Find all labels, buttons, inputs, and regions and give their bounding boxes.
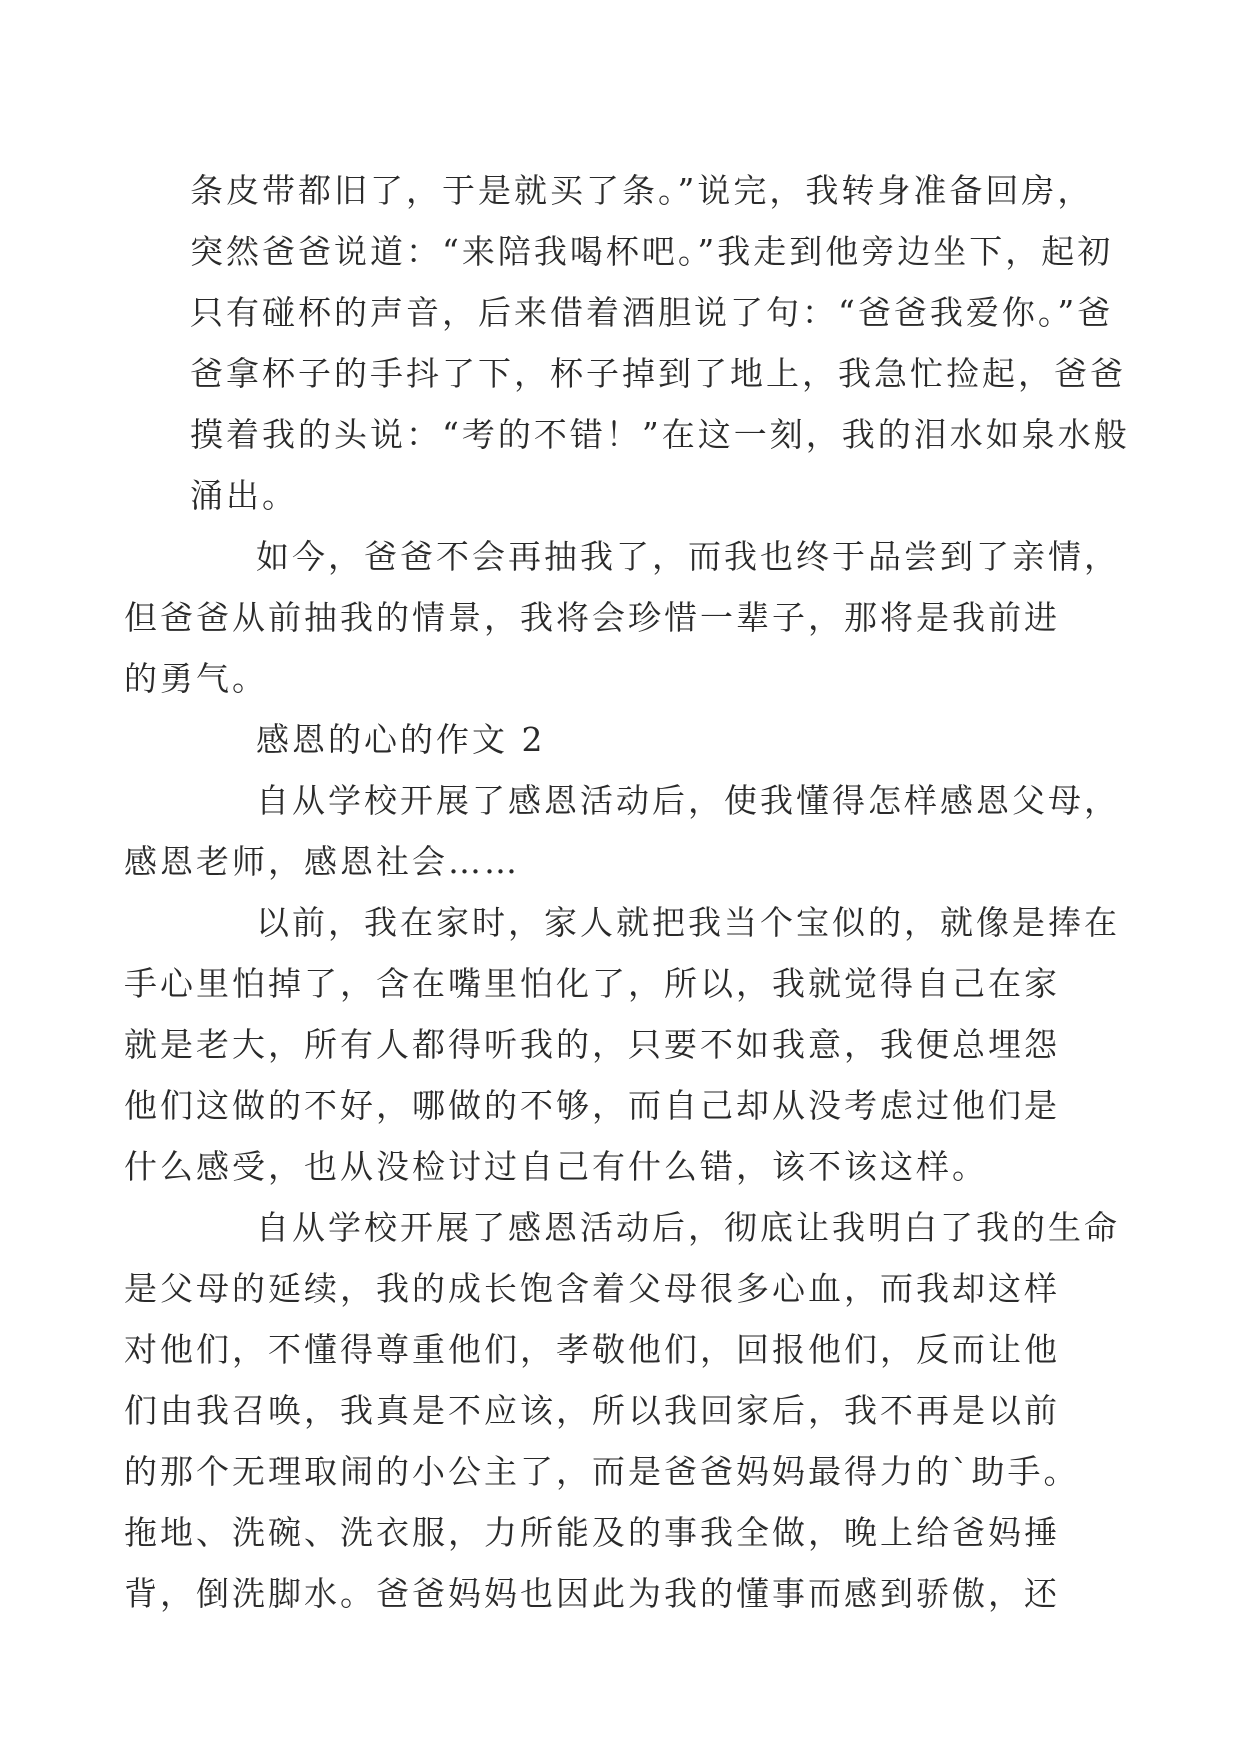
text-line: 背，倒洗脚水。爸爸妈妈也因此为我的懂事而感到骄傲，还 xyxy=(124,1574,1060,1613)
text-line: 涌出。 xyxy=(190,476,298,515)
text-line: 摸着我的头说：“考的不错！”在这一刻，我的泪水如泉水般 xyxy=(190,415,1130,454)
text-line: 爸拿杯子的手抖了下，杯子掉到了地上，我急忙捡起，爸爸 xyxy=(190,354,1126,393)
text-line: 只有碰杯的声音，后来借着酒胆说了句：“爸爸我爱你。”爸 xyxy=(190,293,1114,332)
text-line: 手心里怕掉了，含在嘴里怕化了，所以，我就觉得自己在家 xyxy=(124,964,1060,1003)
text-line: 拖地、洗碗、洗衣服，力所能及的事我全做，晚上给爸妈捶 xyxy=(124,1513,1060,1552)
text-line: 但爸爸从前抽我的情景，我将会珍惜一辈子，那将是我前进 xyxy=(124,598,1060,637)
text-line: 们由我召唤，我真是不应该，所以我回家后，我不再是以前 xyxy=(124,1391,1060,1430)
text-line: 以前，我在家时，家人就把我当个宝似的，就像是捧在 xyxy=(256,903,1120,942)
text-line: 条皮带都旧了，于是就买了条。”说完，我转身准备回房， xyxy=(190,171,1094,210)
section-heading xyxy=(190,709,1070,770)
text-line: 感恩老师，感恩社会…… xyxy=(124,842,520,881)
paragraph-2 xyxy=(124,526,1120,709)
text-line: 什么感受，也从没检讨过自己有什么错，该不该这样。 xyxy=(124,1147,988,1186)
paragraph-5 xyxy=(124,1197,1120,1624)
text-line: 如今，爸爸不会再抽我了，而我也终于品尝到了亲情， xyxy=(256,537,1120,576)
text-line: 自从学校开展了感恩活动后，彻底让我明白了我的生命 xyxy=(256,1208,1120,1247)
text-line: 就是老大，所有人都得听我的，只要不如我意，我便总埋怨 xyxy=(124,1025,1060,1064)
heading-text: 感恩的心的作文 2 xyxy=(256,720,546,759)
paragraph-1 xyxy=(190,160,1130,526)
paragraph-4 xyxy=(124,892,1120,1197)
text-line: 突然爸爸说道：“来陪我喝杯吧。”我走到他旁边坐下，起初 xyxy=(190,232,1114,271)
text-line: 的勇气。 xyxy=(124,659,268,698)
text-line: 是父母的延续，我的成长饱含着父母很多心血，而我却这样 xyxy=(124,1269,1060,1308)
text-line: 对他们，不懂得尊重他们，孝敬他们，回报他们，反而让他 xyxy=(124,1330,1060,1369)
text-line: 他们这做的不好，哪做的不够，而自己却从没考虑过他们是 xyxy=(124,1086,1060,1125)
body-text xyxy=(124,160,1130,1624)
text-line: 的那个无理取闹的小公主了，而是爸爸妈妈最得力的`助手。 xyxy=(124,1452,1080,1491)
text-line: 自从学校开展了感恩活动后，使我懂得怎样感恩父母， xyxy=(256,781,1120,820)
paragraph-3 xyxy=(124,770,1120,892)
